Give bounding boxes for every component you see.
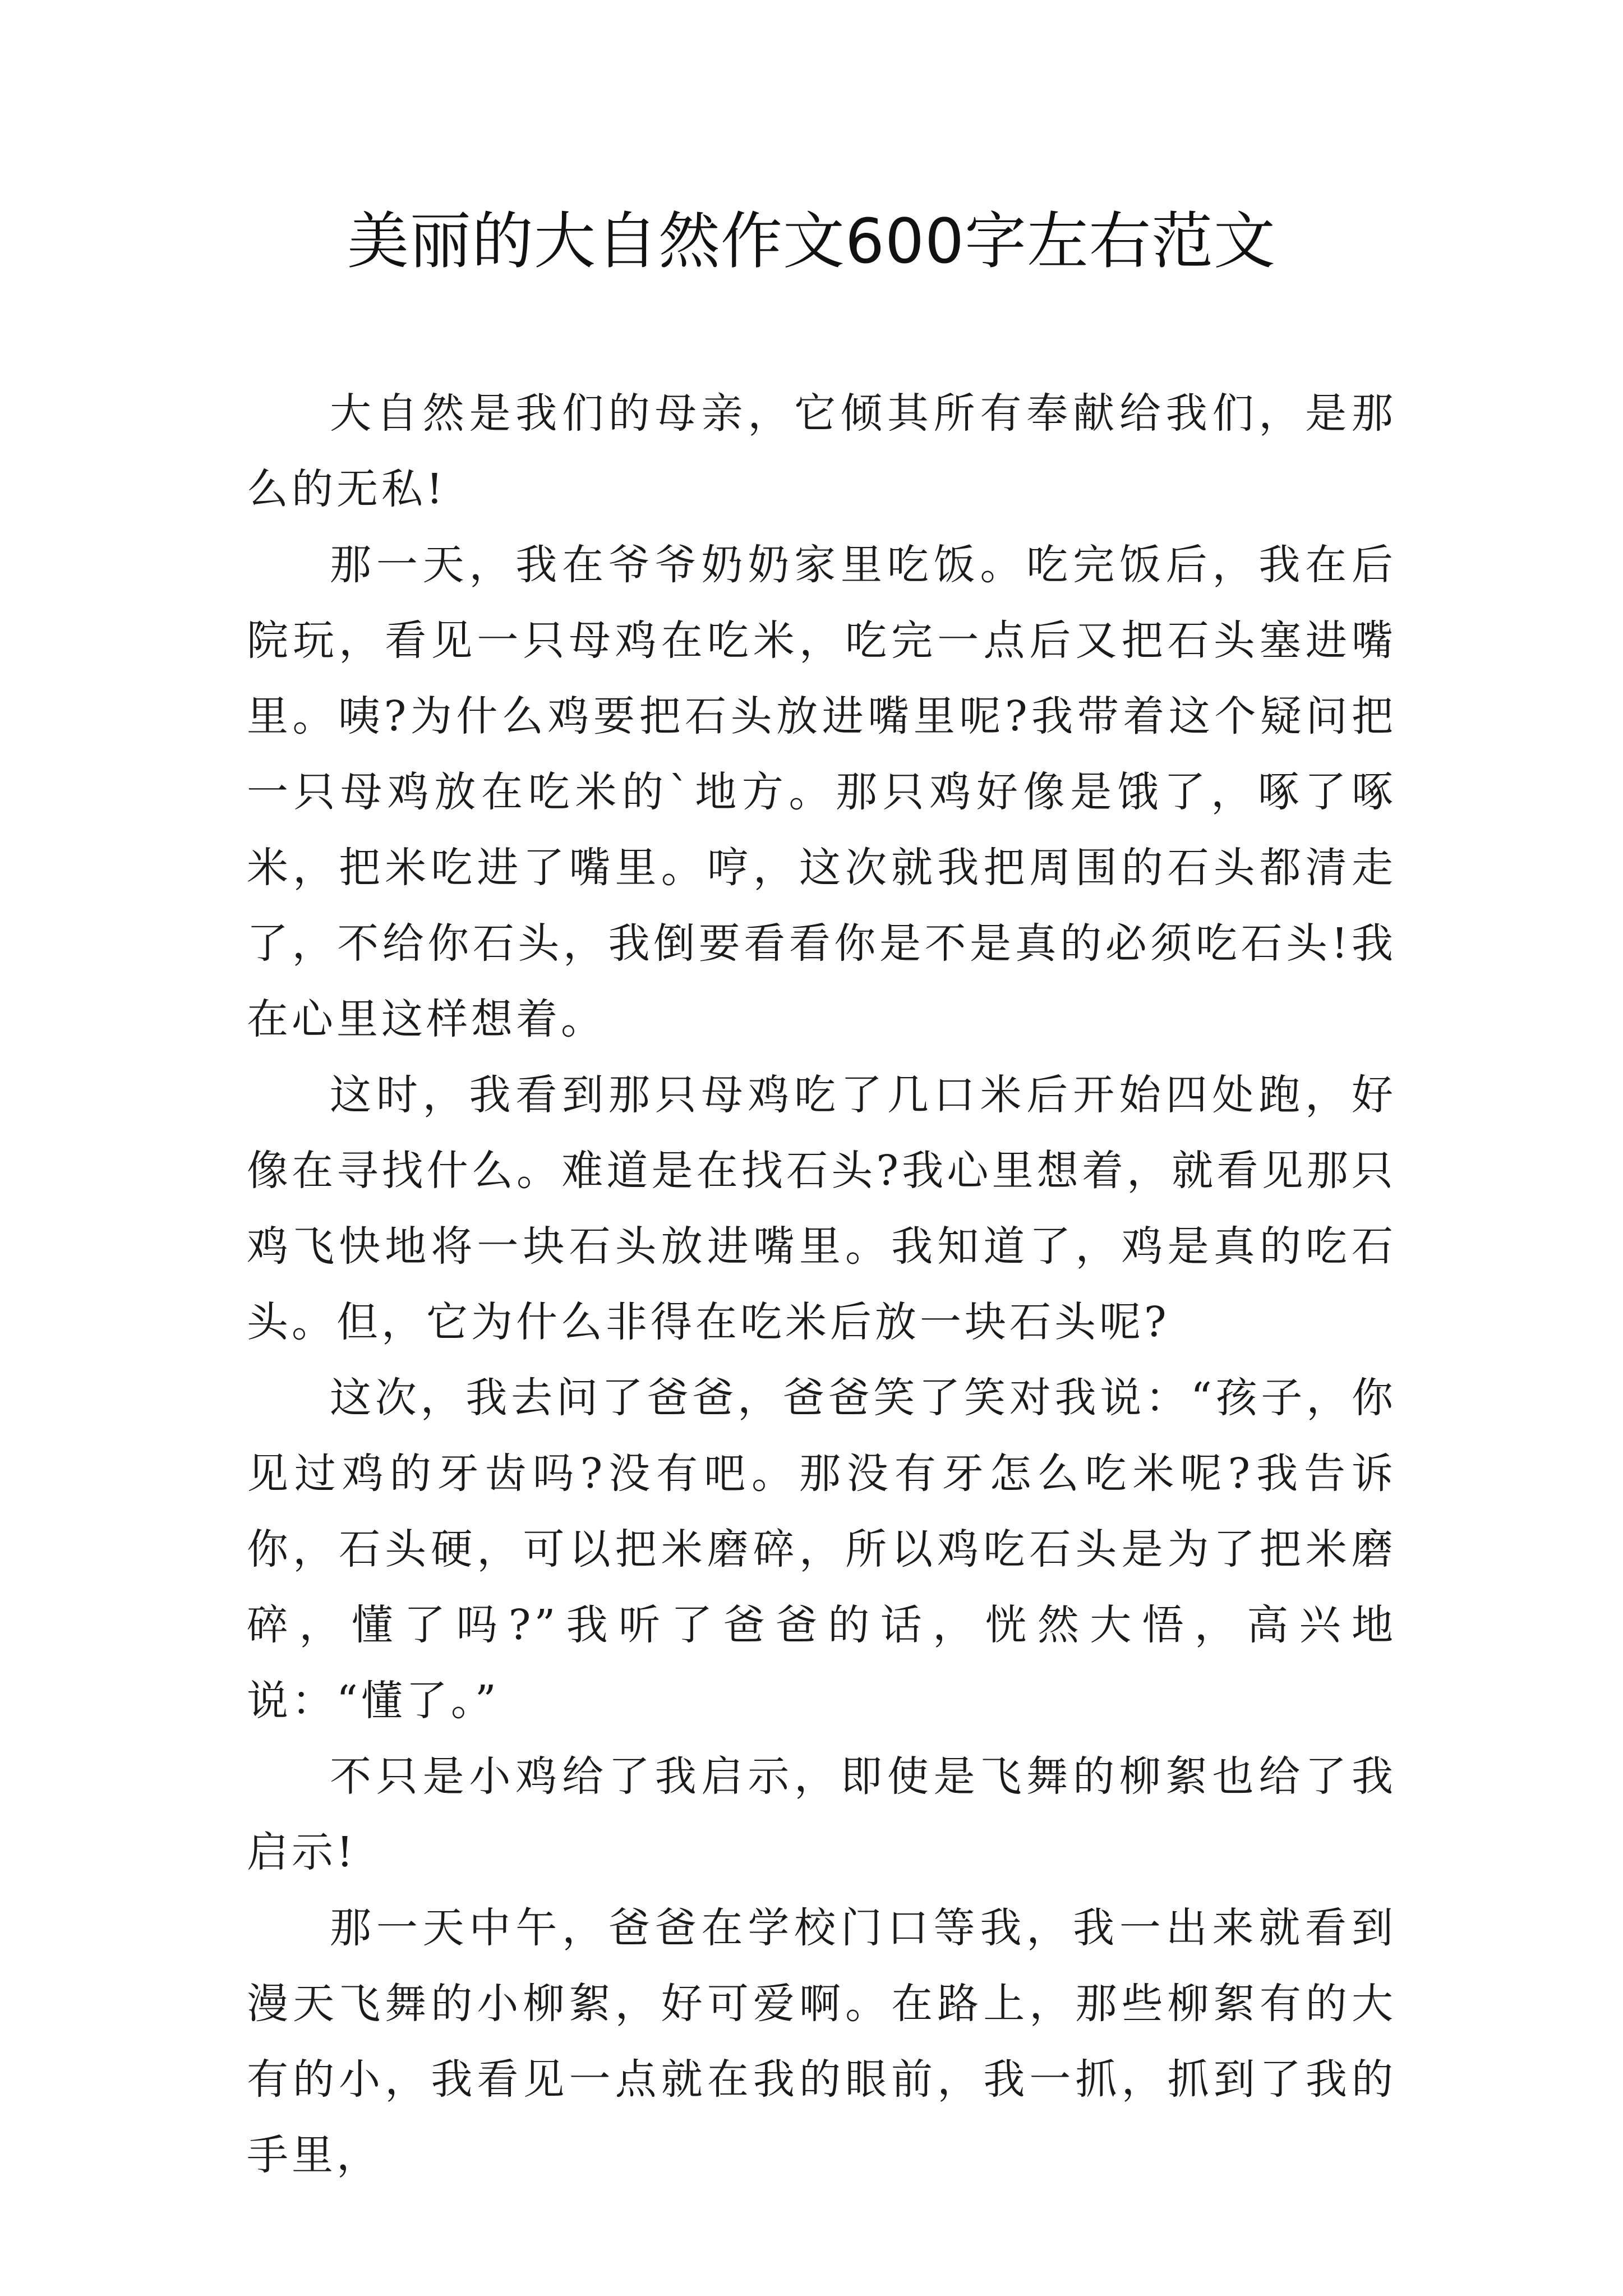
paragraph: 这次，我去问了爸爸，爸爸笑了笑对我说：“孩子，你见过鸡的牙齿吗?没有吧。那没有牙怎么吃米呢?我告诉你，石头硬，可以把米磨碎，所以鸡吃石头是为了把米磨碎，懂了吗?”我听了爸爸的话，恍然大悟，高兴地说：“懂了。” (247, 1374, 1396, 1725)
document-title: 美丽的大自然作文600字左右范文 (347, 205, 1276, 277)
paragraph: 大自然是我们的母亲，它倾其所有奉献给我们，是那么的无私! (247, 389, 1396, 513)
paragraph: 那一天中午，爸爸在学校门口等我，我一出来就看到漫天飞舞的小柳絮，好可爱啊。在路上，那些柳絮有的大有的小，我看见一点就在我的眼前，我一抓，抓到了我的手里， (247, 1904, 1396, 2179)
paragraph: 那一天，我在爷爷奶奶家里吃饭。吃完饭后，我在后院玩，看见一只母鸡在吃米，吃完一点后又把石头塞进嘴里。咦?为什么鸡要把石头放进嘴里呢?我带着这个疑问把一只母鸡放在吃米的`地方。那只鸡好像是饿了，啄了啄米，把米吃进了嘴里。哼，这次就我把周围的石头都清走了，不给你石头，我倒要看看你是不是真的必须吃石头!我在心里这样想着。 (247, 541, 1396, 1043)
paragraph: 这时，我看到那只母鸡吃了几口米后开始四处跑，好像在寻找什么。难道是在找石头?我心里想着，就看见那只鸡飞快地将一块石头放进嘴里。我知道了，鸡是真的吃石头。但，它为什么非得在吃米后放一块石头呢? (247, 1071, 1396, 1346)
document-body (247, 376, 1396, 2193)
paragraph: 不只是小鸡给了我启示，即使是飞舞的柳絮也给了我启示! (247, 1752, 1396, 1876)
